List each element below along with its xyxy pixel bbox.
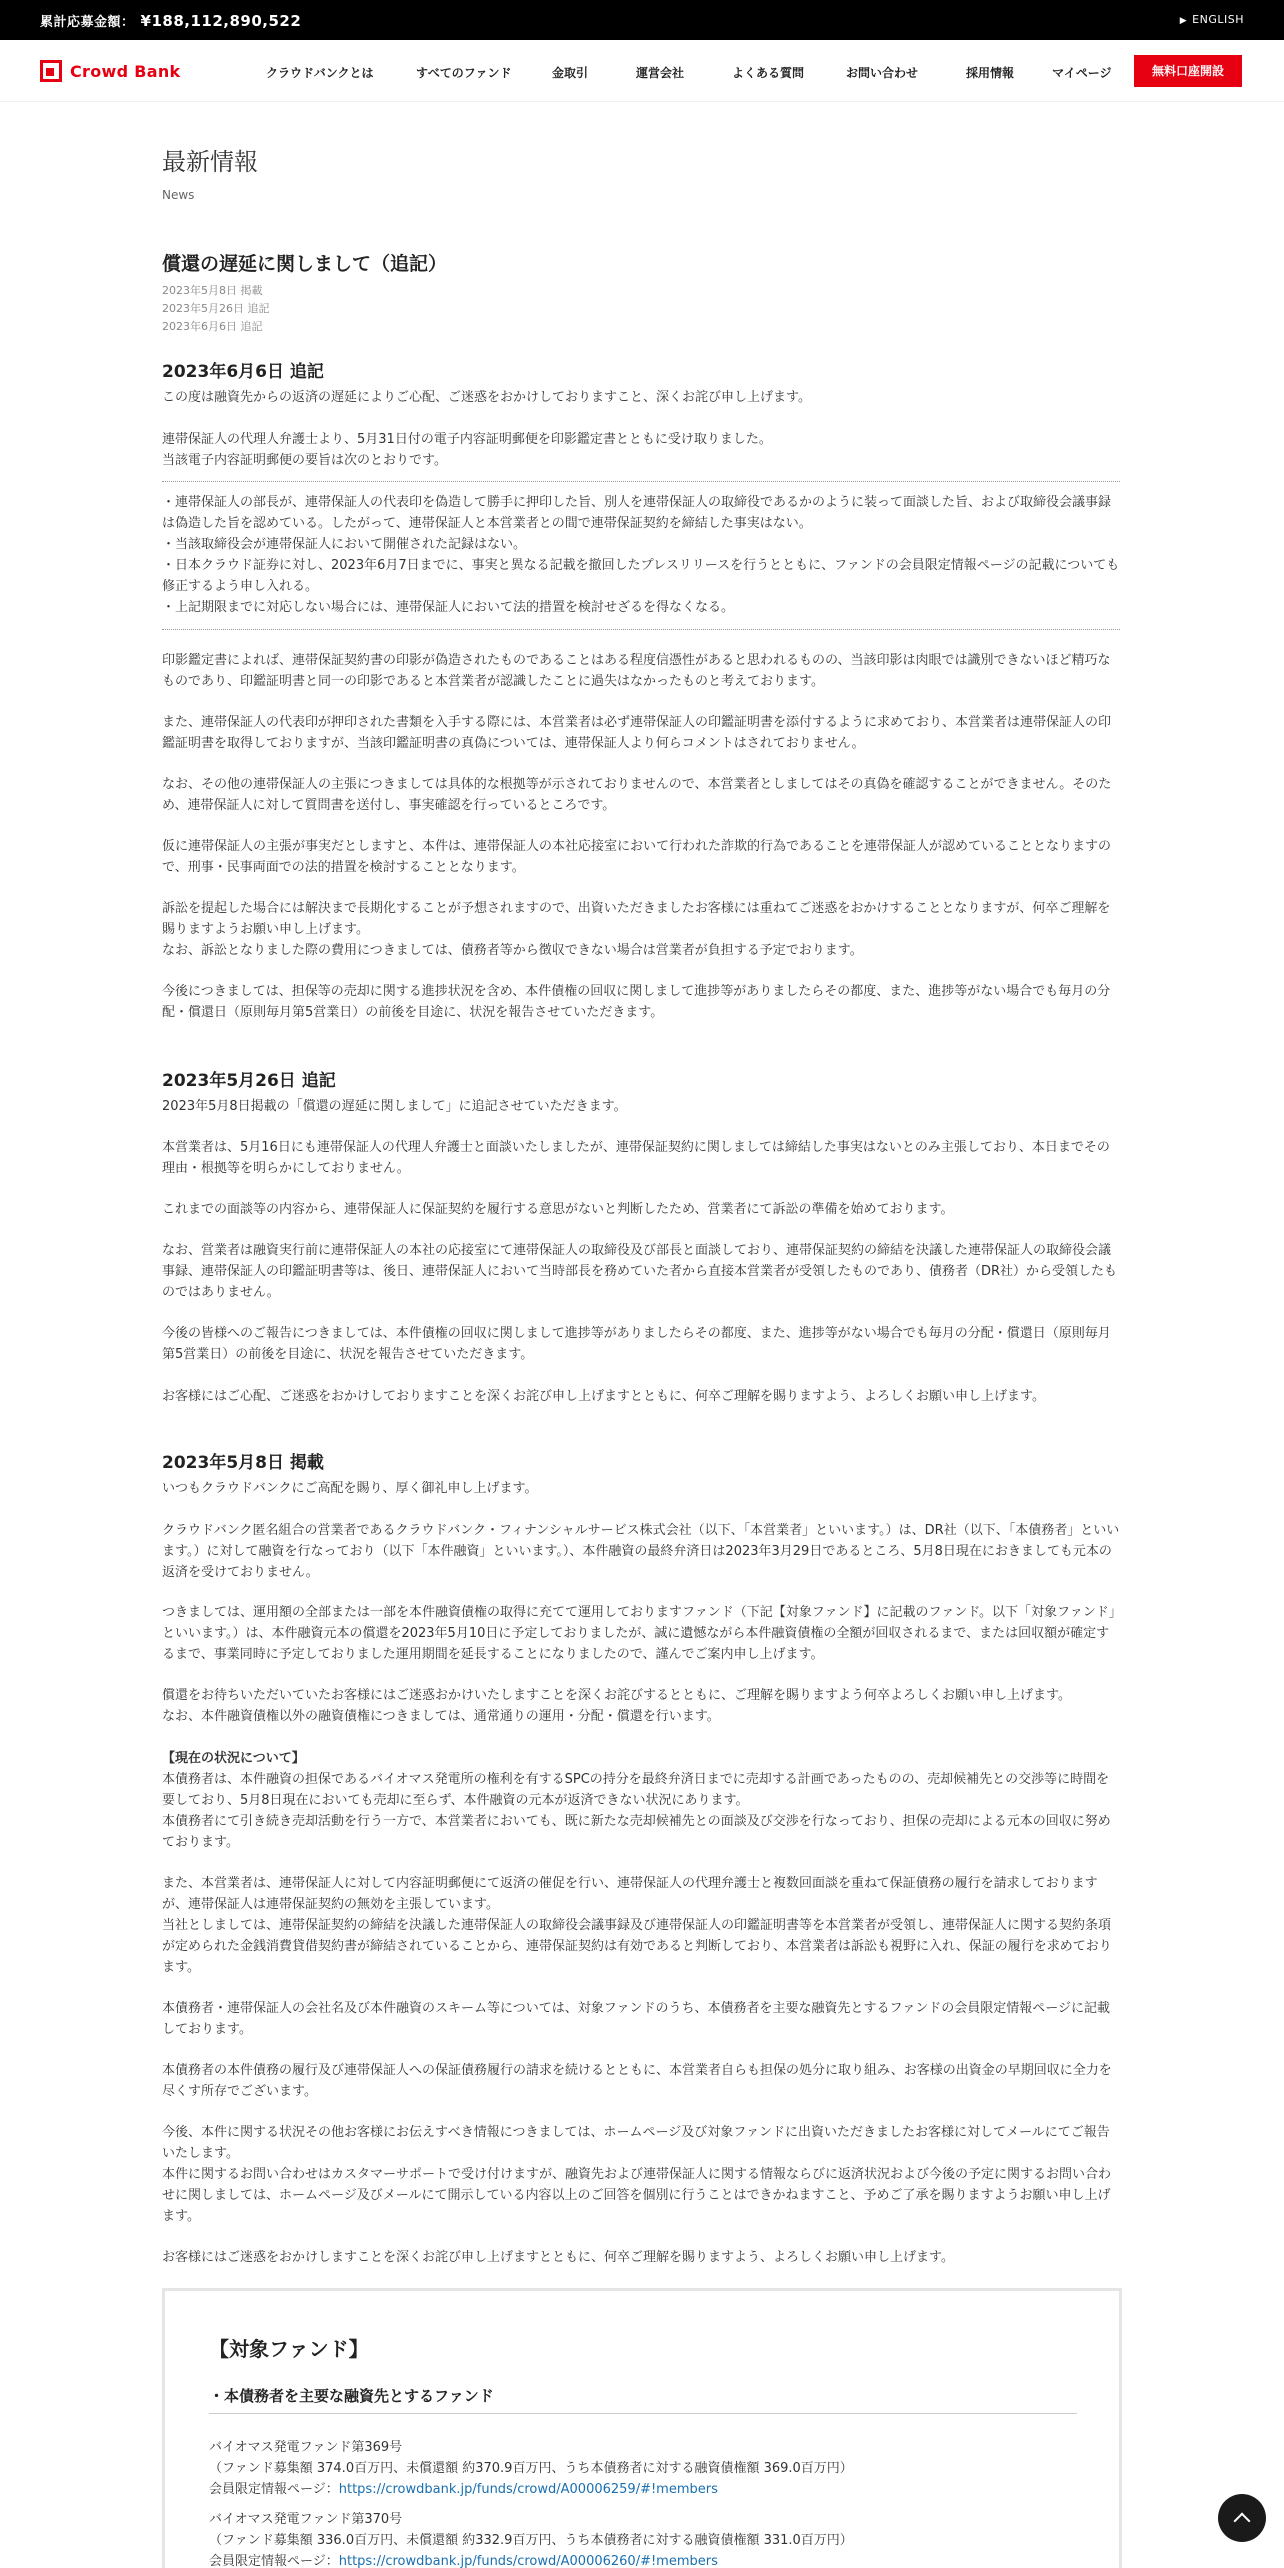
s1-p8: 今後につきましては、担保等の売却に関する進捗状況を含め、本件債権の回収に関しまして進捗等がありましたらその都度、また、進捗等がない場合でも毎月の分配・償還日（原則毎月第5営業日）の前後を目途に、状況を報告させていただきます。 xyxy=(162,984,1111,1020)
fund-name: バイオマス発電ファンド第369号 xyxy=(209,2440,403,2455)
english-label: ENGLISH xyxy=(1192,13,1244,26)
nav-gold[interactable]: 金取引 xyxy=(552,66,589,80)
s3-p4: 償還をお待ちいただいていたお客様にはご迷惑おかけいたしますことを深くお詫びするとともに、ご理解を賜りますよう何卒よろしくお願い申し上げます。 なお、本件融資債権以外の融資債権につきましては、通常通りの運用・分配・償還を行います。 xyxy=(162,1688,1071,1724)
fund-members-link[interactable]: https://crowdbank.jp/funds/crowd/A00006260/#!members xyxy=(338,2554,718,2568)
fund-members-link[interactable]: https://crowdbank.jp/funds/crowd/A00006259/#!members xyxy=(338,2482,718,2497)
s1-p4: また、連帯保証人の代表印が押印された書類を入手する際には、本営業者は必ず連帯保証人の印鑑証明書を添付するように求めており、本営業者は連帯保証人の印鑑証明書を取得しておりますが、当該印鑑証明書の真偽については、連帯保証人より何らコメントはされておりません。 xyxy=(162,715,1112,751)
site-header xyxy=(0,40,1284,102)
divider xyxy=(162,629,1120,630)
section-heading-0526: 2023年5月26日 追記 xyxy=(162,1071,336,1091)
s2-p6: お客様にはご心配、ご迷惑をおかけしておりますことを深くお詫び申し上げますとともに、何卒ご理解を賜りますよう、よろしくお願い申し上げます。 xyxy=(162,1389,1045,1404)
page-subtitle: News xyxy=(162,188,195,202)
date-update-2: 2023年6月6日 追記 xyxy=(162,320,263,333)
s1-p1: この度は融資先からの返済の遅延によりご心配、ご迷惑をおかけしておりますこと、深くお詫び申し上げます。 xyxy=(162,390,811,405)
nav-contact[interactable]: お問い合わせ xyxy=(846,66,919,80)
s1-p3: 印影鑑定書によれば、連帯保証契約書の印影が偽造されたものであることはある程度信憑性があると思われるものの、当該印影は肉眼では識別できないほど精巧なものであり、印鑑証明書と同一の印影であると本営業者が認識したことに過失はなかったものと考えております。 xyxy=(162,653,1111,689)
s3-p9: 今後、本件に関する状況その他お客様にお伝えすべき情報につきましては、ホームページ及び対象ファンドに出資いただきましたお客様に対してメールにてご報告いたします。 本件に関するお問い合わせはカスタマーサポートで受け付けますが、融資先および連帯保証人に関する情報ならびに返済状況および今後の予定に関するお問い合わせに関しましては、ホームページ及びメールにて開示している内容以上のご回答を個別に行うことはできかねますこと、予めご了承を賜りますようお願い申し上げます。 xyxy=(162,2125,1112,2224)
english-link[interactable] xyxy=(1180,13,1244,26)
top-bar xyxy=(0,0,1284,40)
article-title: 償還の遅延に関しまして（追記） xyxy=(162,253,448,275)
divider xyxy=(209,2413,1077,2414)
date-posted: 2023年5月8日 掲載 xyxy=(162,284,263,297)
s2-p1: 2023年5月8日掲載の「償還の遅延に関しまして」に追記させていただきます。 xyxy=(162,1099,627,1114)
s3-p6: また、本営業者は、連帯保証人に対して内容証明郵便にて返済の催促を行い、連帯保証人の代理弁護士と複数回面談を重ねて保証債務の履行を請求しておりますが、連帯保証人は連帯保証契約の無効を主張しています。 当社としましては、連帯保証契約の締結を決議した連帯保証人の取締役会議事録及び連帯保証人の印鑑証明書等を本営業者が受領し、連帯保証人に関する契約条項が定められた金銭消費貸借契約書が締結されていることから、連帯保証契約は有効であると判断しており、本営業者は訴訟も視野に入れ、保証の履行を求めております。 xyxy=(162,1876,1112,1975)
nav-all-funds[interactable]: すべてのファンド xyxy=(416,66,512,80)
target-funds-subtitle: ・本債務者を主要な融資先とするファンド xyxy=(209,2387,494,2405)
s3-p5: 本債務者は、本件融資の担保であるバイオマス発電所の権利を有するSPCの持分を最終弁済日までに売却する計画であったものの、売却候補先との交渉等に時間を要しており、5月8日現在においても売却に至らず、本件融資の元本が返済できない状況にあります。 本債務者にて引き続き売却活動を行う一方で、本営業者においても、既に新たな売却候補先との面談及び交渉を行なっており、担保の売却による元本の回収に努めております。 xyxy=(162,1772,1111,1850)
fund-item xyxy=(209,2509,853,2568)
signup-button[interactable]: 無料口座開設 xyxy=(1134,55,1242,87)
fund-detail: （ファンド募集額 374.0百万円、未償還額 約370.9百万円、うち本債務者に対する融資債権額 369.0百万円） xyxy=(209,2461,853,2476)
s2-p4: なお、営業者は融資実行前に連帯保証人の本社の応接室にて連帯保証人の取締役及び部長と面談しており、連帯保証契約の締結を決議した連帯保証人の取締役会議事録、連帯保証人の印鑑証明書等は、後日、連帯保証人において当時部長を務めていた者から直接本営業者が受領したものであり、債務者（DR社）から受領したものではありません。 xyxy=(162,1243,1118,1300)
s1-p5: なお、その他の連帯保証人の主張につきましては具体的な根拠等が示されておりませんので、本営業者としましてはその真偽を確認することができません。そのため、連帯保証人に対して質問書を送付し、事実確認を行っているところです。 xyxy=(162,777,1112,813)
logo-mark-icon xyxy=(40,60,62,82)
s1-p6: 仮に連帯保証人の主張が事実だとしますと、本件は、連帯保証人の本社応接室において行われた詐欺的行為であることを連帯保証人が認めていることとなりますので、刑事・民事両面での法的措置を検討することとなります。 xyxy=(162,839,1112,875)
s3-p7: 本債務者・連帯保証人の会社名及び本件融資のスキーム等については、対象ファンドのうち、本債務者を主要な融資先とするファンドの会員限定情報ページに記載しております。 xyxy=(162,2001,1110,2037)
nav-faq[interactable]: よくある質問 xyxy=(732,66,805,80)
s3-status-title: 【現在の状況について】 xyxy=(162,1751,305,1766)
article-dates xyxy=(162,282,270,336)
chevron-right-icon: ▶ xyxy=(1179,16,1188,26)
page-title: 最新情報 xyxy=(162,148,258,176)
fund-name: バイオマス発電ファンド第370号 xyxy=(209,2512,403,2527)
s2-p5: 今後の皆様へのご報告につきましては、本件債権の回収に関しまして進捗等がありましたらその都度、また、進捗等がない場合でも毎月の分配・償還日（原則毎月第5営業日）の前後を目途に、状況を報告させていただきます。 xyxy=(162,1326,1111,1362)
total-amount-label: 累計応募金額： xyxy=(40,15,135,30)
s1-summary-box: ・連帯保証人の部長が、連帯保証人の代表印を偽造して勝手に押印した旨、別人を連帯保証人の取締役であるかのように装って面談した旨、および取締役会議事録は偽造した旨を認めている。したがって、連帯保証人と本営業者との間で連帯保証契約を締結した事実はない。 ・当該取締役会が連帯保証人において開催された記録はない。 ・日本クラウド証券に対し、2023年6月7日までに、事実と異なる記載を撤回したプレスリリースを行うとともに、ファンドの会員限定情報ページの記載についても修正するよう申し入れる。 ・上記期限までに対応しない場合には、連帯保証人において法的措置を検討せざるを得なくなる。 xyxy=(162,495,1120,615)
s3-p8: 本債務者の本件債務の履行及び連帯保証人への保証債務履行の請求を続けるとともに、本営業者自らも担保の処分に取り組み、お客様の出資金の早期回収に全力を尽くす所存でございます。 xyxy=(162,2063,1112,2099)
target-funds-title: 【対象ファンド】 xyxy=(209,2337,369,2361)
date-update-1: 2023年5月26日 追記 xyxy=(162,302,270,315)
logo[interactable] xyxy=(40,59,180,83)
nav-recruit[interactable]: 採用情報 xyxy=(966,66,1015,80)
target-funds-box xyxy=(162,2288,1122,2568)
fund-detail: （ファンド募集額 336.0百万円、未償還額 約332.9百万円、うち本債務者に対する融資債権額 331.0百万円） xyxy=(209,2533,853,2548)
s1-p2: 連帯保証人の代理人弁護士より、5月31日付の電子内容証明郵便を印影鑑定書とともに受け取りました。 当該電子内容証明郵便の要旨は次のとおりです。 xyxy=(162,432,772,468)
section-heading-0508: 2023年5月8日 掲載 xyxy=(162,1453,324,1473)
logo-text: Crowd Bank xyxy=(70,61,181,81)
s2-p3: これまでの面談等の内容から、連帯保証人に保証契約を履行する意思がないと判断したため、営業者にて訴訟の準備を始めております。 xyxy=(162,1202,954,1217)
s1-p7: 訴訟を提起した場合には解決まで長期化することが予想されますので、出資いただきましたお客様には重ねてご迷惑をおかけすることとなりますが、何卒ご理解を賜りますようお願い申し上げます。 なお、訴訟となりました際の費用につきましては、債務者等から徴収できない場合は営業者が負担する予定でおります。 xyxy=(162,901,1111,958)
s3-p10: お客様にはご迷惑をおかけしますことを深くお詫び申し上げますとともに、何卒ご理解を賜りますよう、よろしくお願い申し上げます。 xyxy=(162,2250,954,2265)
s2-p2: 本営業者は、5月16日にも連帯保証人の代理人弁護士と面談いたしましたが、連帯保証契約に関しましては締結した事実はないとのみ主張しており、本日までその理由・根拠等を明らかにしておりません。 xyxy=(162,1140,1110,1176)
total-amount xyxy=(40,11,301,30)
s3-p3: つきましては、運用額の全部または一部を本件融資債権の取得に充てて運用しておりますファンド（下記【対象ファンド】に記載のファンド。以下「対象ファンド」といいます。）は、本件融資元本の償還を2023年5月10日に予定しておりましたが、誠に遺憾ながら本件融資債権の全額が回収されるまで、または回収額が確定するまで、事業同時に予定しておりました運用期間を延長することになりましたので、謹んでご案内申し上げます。 xyxy=(162,1605,1116,1662)
nav-mypage[interactable]: マイページ xyxy=(1052,66,1112,80)
fund-link-label: 会員限定情報ページ： xyxy=(209,2482,339,2497)
fund-item xyxy=(209,2437,853,2500)
s3-p1: いつもクラウドバンクにご高配を賜り、厚く御礼申し上げます。 xyxy=(162,1481,538,1496)
total-amount-value: ¥188,112,890,522 xyxy=(140,12,302,30)
back-to-top-button[interactable] xyxy=(1218,2494,1266,2542)
nav-company[interactable]: 運営会社 xyxy=(636,66,685,80)
divider xyxy=(162,481,1120,482)
nav-about[interactable]: クラウドバンクとは xyxy=(266,66,374,80)
s3-p2: クラウドバンク匿名組合の営業者であるクラウドバンク・フィナンシャルサービス株式会社（以下、「本営業者」といいます。）は、DR社（以下、「本債務者」といいます。）に対して融資を行なっており（以下「本件融資」といいます。）、本件融資の最終弁済日は2023年3月29日であるところ、5月8日現在におきましても元本の返済を受けておりません。 xyxy=(162,1523,1120,1580)
fund-link-label: 会員限定情報ページ： xyxy=(209,2554,339,2568)
section-heading-0606: 2023年6月6日 追記 xyxy=(162,362,324,382)
